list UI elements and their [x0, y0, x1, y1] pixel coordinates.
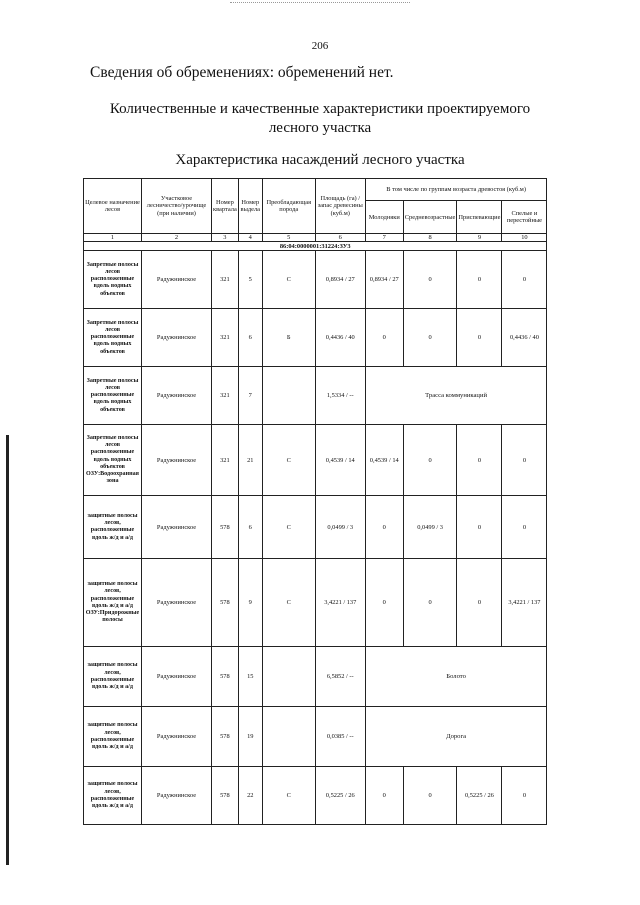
cell-species: С [262, 767, 315, 825]
cell-purpose: защитные полосы лесов, расположенные вдоль ж/д и а/д ОЗУ:Придорожные полосы [84, 559, 142, 647]
cell-district: Радужнинское [142, 647, 212, 707]
cell-district: Радужнинское [142, 767, 212, 825]
column-number: 1 [84, 234, 142, 242]
scan-edge-bar [6, 435, 9, 865]
cell-allotment: 21 [238, 425, 262, 496]
cell-quarter: 578 [212, 767, 239, 825]
table-row [84, 425, 547, 496]
characteristics-title: Количественные и качественные характеристики проектируемого лесного участка [109, 101, 531, 136]
header-allotment: Номер выдела [238, 179, 262, 234]
cell-area: 1,5334 / -- [315, 367, 365, 425]
cell-area: 0,0385 / -- [315, 707, 365, 767]
cell-mature: 0 [502, 251, 547, 309]
table-row [84, 496, 547, 559]
cell-area: 0,5225 / 26 [315, 767, 365, 825]
column-number: 7 [365, 234, 403, 242]
cell-area: 0,8934 / 27 [315, 251, 365, 309]
column-number: 10 [502, 234, 547, 242]
header-purpose: Целевое назначение лесов [84, 179, 142, 234]
cell-area: 0,0499 / 3 [315, 496, 365, 559]
cell-maturing: 0 [457, 251, 502, 309]
table-row [84, 767, 547, 825]
cell-district: Радужнинское [142, 425, 212, 496]
cell-maturing: 0 [457, 425, 502, 496]
cell-purpose: Запретные полосы лесов расположенные вдоль водных объектов [84, 309, 142, 367]
header-middle: Средневозрастные [403, 201, 457, 234]
cell-area: 0,4539 / 14 [315, 425, 365, 496]
cell-young: 0 [365, 496, 403, 559]
cell-note: Болото [365, 647, 547, 707]
cell-young: 0 [365, 309, 403, 367]
header-quarter: Номер квартала [212, 179, 239, 234]
cell-middle: 0 [403, 767, 457, 825]
cell-district: Радужнинское [142, 496, 212, 559]
cell-allotment: 15 [238, 647, 262, 707]
cell-mature: 0,4436 / 40 [502, 309, 547, 367]
table-title: Характеристика насаждений лесного участка [175, 152, 465, 168]
cell-purpose: Запретные полосы лесов расположенные вдоль водных объектов ОЗУ:Водоохранная зона [84, 425, 142, 496]
cell-purpose: защитные полосы лесов, расположенные вдоль ж/д и а/д [84, 496, 142, 559]
cell-middle: 0 [403, 251, 457, 309]
cell-quarter: 578 [212, 559, 239, 647]
cell-area: 0,4436 / 40 [315, 309, 365, 367]
cell-allotment: 6 [238, 496, 262, 559]
cell-district: Радужнинское [142, 707, 212, 767]
cell-species [262, 647, 315, 707]
cell-area: 3,4221 / 137 [315, 559, 365, 647]
header-young: Молодняки [365, 201, 403, 234]
column-number: 8 [403, 234, 457, 242]
cell-species: С [262, 425, 315, 496]
stands-table [83, 178, 547, 825]
cell-purpose: Запретные полосы лесов расположенные вдоль водных объектов [84, 251, 142, 309]
cell-allotment: 6 [238, 309, 262, 367]
cell-middle: 0 [403, 425, 457, 496]
column-number: 4 [238, 234, 262, 242]
cell-species: С [262, 496, 315, 559]
cell-maturing: 0 [457, 559, 502, 647]
cell-quarter: 578 [212, 707, 239, 767]
column-number: 2 [142, 234, 212, 242]
column-number-row [84, 234, 547, 242]
cell-mature: 3,4221 / 137 [502, 559, 547, 647]
cell-young: 0 [365, 767, 403, 825]
stands-table-wrapper [83, 178, 547, 825]
cell-species: С [262, 559, 315, 647]
cell-area: 6,5852 / -- [315, 647, 365, 707]
cell-middle: 0 [403, 559, 457, 647]
cell-mature: 0 [502, 425, 547, 496]
column-number: 3 [212, 234, 239, 242]
cadastral-row [84, 242, 547, 251]
cell-mature: 0 [502, 496, 547, 559]
cell-allotment: 19 [238, 707, 262, 767]
cell-allotment: 9 [238, 559, 262, 647]
cadastral-number: 86:04:0000001:31224:ЗУ3 [84, 242, 547, 251]
cell-mature: 0 [502, 767, 547, 825]
encumbrance-text: Сведения об обременениях: обременений нет. [90, 64, 394, 81]
page-number: 206 [311, 40, 329, 52]
table-row [84, 309, 547, 367]
cell-purpose: Запретные полосы лесов расположенные вдоль водных объектов [84, 367, 142, 425]
cell-quarter: 321 [212, 309, 239, 367]
cell-middle: 0,0499 / 3 [403, 496, 457, 559]
header-mature: Спелые и перестойные [502, 201, 547, 234]
cell-species [262, 707, 315, 767]
cell-district: Радужнинское [142, 559, 212, 647]
table-row [84, 559, 547, 647]
header-district: Участковое лесничество/урочище (при наличии) [142, 179, 212, 234]
column-number: 6 [315, 234, 365, 242]
cell-district: Радужнинское [142, 251, 212, 309]
column-number: 9 [457, 234, 502, 242]
cell-middle: 0 [403, 309, 457, 367]
cell-district: Радужнинское [142, 309, 212, 367]
cell-allotment: 5 [238, 251, 262, 309]
scan-artifact [230, 2, 410, 7]
cell-allotment: 7 [238, 367, 262, 425]
cell-note: Трасса коммуникаций [365, 367, 547, 425]
header-age-group: В том числе по группам возраста древостоя (куб.м) [365, 179, 547, 201]
cell-quarter: 321 [212, 425, 239, 496]
cell-young: 0 [365, 559, 403, 647]
cell-note: Дорога [365, 707, 547, 767]
column-number: 5 [262, 234, 315, 242]
cell-species: С [262, 251, 315, 309]
header-species: Преобладающая порода [262, 179, 315, 234]
table-row [84, 251, 547, 309]
cell-quarter: 321 [212, 367, 239, 425]
cell-maturing: 0 [457, 496, 502, 559]
cell-purpose: защитные полосы лесов, расположенные вдоль ж/д и а/д [84, 767, 142, 825]
cell-quarter: 321 [212, 251, 239, 309]
cell-quarter: 578 [212, 647, 239, 707]
cell-district: Радужнинское [142, 367, 212, 425]
cell-species [262, 367, 315, 425]
cell-maturing: 0 [457, 309, 502, 367]
cell-allotment: 22 [238, 767, 262, 825]
header-area: Площадь (га) / запас древесины (куб.м) [315, 179, 365, 234]
table-row [84, 647, 547, 707]
cell-young: 0,4539 / 14 [365, 425, 403, 496]
cell-quarter: 578 [212, 496, 239, 559]
table-row [84, 707, 547, 767]
cell-purpose: защитные полосы лесов, расположенные вдоль ж/д и а/д [84, 707, 142, 767]
cell-species: Б [262, 309, 315, 367]
header-maturing: Приспевающие [457, 201, 502, 234]
table-row [84, 367, 547, 425]
cell-purpose: защитные полосы лесов, расположенные вдоль ж/д и а/д [84, 647, 142, 707]
cell-young: 0,8934 / 27 [365, 251, 403, 309]
cell-maturing: 0,5225 / 26 [457, 767, 502, 825]
